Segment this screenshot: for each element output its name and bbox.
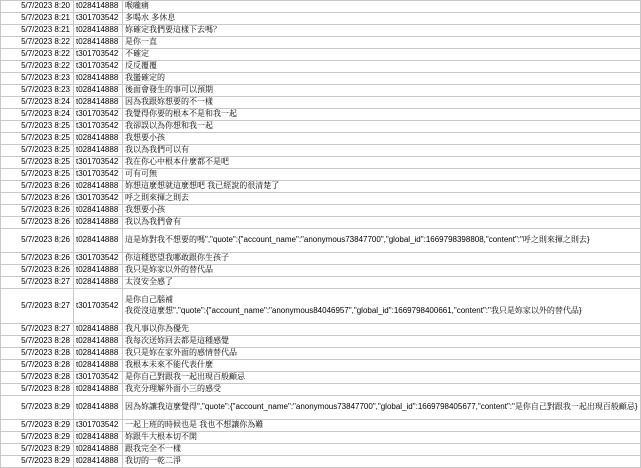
table-row: [1, 205, 641, 217]
table-row: [1, 420, 641, 432]
message-cell[interactable]: 一起上班的時候也是 我也不想讓你為難: [123, 420, 641, 432]
message-cell[interactable]: 我凡事以你為優先: [123, 324, 641, 336]
user-id-cell[interactable]: t028414888: [74, 336, 123, 348]
table-row: [1, 277, 641, 289]
user-id-cell[interactable]: t301703542: [74, 253, 123, 265]
message-cell[interactable]: 後面會發生的事可以預期: [123, 85, 641, 97]
timestamp-cell[interactable]: 5/7/2023 8:29: [1, 432, 74, 444]
timestamp-cell[interactable]: 5/7/2023 8:20: [1, 1, 74, 13]
user-id-cell[interactable]: t301703542: [74, 289, 123, 324]
table-row: [1, 1, 641, 13]
table-row: [1, 444, 641, 456]
table-row: [1, 109, 641, 121]
timestamp-cell[interactable]: 5/7/2023 8:27: [1, 324, 74, 336]
table-row: [1, 289, 641, 324]
timestamp-cell[interactable]: 5/7/2023 8:28: [1, 348, 74, 360]
message-cell[interactable]: 我想要小孩: [123, 205, 641, 217]
timestamp-cell[interactable]: 5/7/2023 8:22: [1, 37, 74, 49]
user-id-cell[interactable]: t028414888: [74, 348, 123, 360]
timestamp-cell[interactable]: 5/7/2023 8:29: [1, 456, 74, 468]
user-id-cell[interactable]: t028414888: [74, 133, 123, 145]
user-id-cell[interactable]: t301703542: [74, 193, 123, 205]
user-id-cell[interactable]: t028414888: [74, 97, 123, 109]
message-cell[interactable]: 呼之則來揮之則去: [123, 193, 641, 205]
timestamp-cell[interactable]: 5/7/2023 8:26: [1, 193, 74, 205]
table-row: [1, 396, 641, 420]
timestamp-cell[interactable]: 5/7/2023 8:29: [1, 444, 74, 456]
user-id-cell[interactable]: t028414888: [74, 456, 123, 468]
message-cell[interactable]: 我切的一乾二淨: [123, 456, 641, 468]
message-cell[interactable]: 我只是妳家以外的替代品: [123, 265, 641, 277]
timestamp-cell[interactable]: 5/7/2023 8:25: [1, 145, 74, 157]
user-id-cell[interactable]: t028414888: [74, 25, 123, 37]
timestamp-cell[interactable]: 5/7/2023 8:25: [1, 157, 74, 169]
message-cell[interactable]: 跟我完全不一樣: [123, 444, 641, 456]
user-id-cell[interactable]: t301703542: [74, 49, 123, 61]
timestamp-cell[interactable]: 5/7/2023 8:26: [1, 229, 74, 253]
message-cell[interactable]: 反反覆覆: [123, 61, 641, 73]
timestamp-cell[interactable]: 5/7/2023 8:26: [1, 181, 74, 193]
timestamp-cell[interactable]: 5/7/2023 8:22: [1, 61, 74, 73]
message-cell[interactable]: 因為我跟妳想要的不一樣: [123, 97, 641, 109]
table-row: [1, 181, 641, 193]
user-id-cell[interactable]: t028414888: [74, 277, 123, 289]
user-id-cell[interactable]: t028414888: [74, 181, 123, 193]
message-cell[interactable]: 可有可無: [123, 169, 641, 181]
message-cell[interactable]: 太沒安全感了: [123, 277, 641, 289]
user-id-cell[interactable]: t028414888: [74, 396, 123, 420]
user-id-cell[interactable]: t028414888: [74, 37, 123, 49]
table-row: [1, 265, 641, 277]
user-id-cell[interactable]: t301703542: [74, 372, 123, 384]
table-row: [1, 49, 641, 61]
timestamp-cell[interactable]: 5/7/2023 8:27: [1, 289, 74, 324]
message-cell[interactable]: 這是妳對我不想要的嗎","quote":{"account_name":"anonymous73847700","global_id":1669798398808,"content":"呼之則來揮之則去}: [123, 229, 641, 253]
user-id-cell[interactable]: t028414888: [74, 444, 123, 456]
timestamp-cell[interactable]: 5/7/2023 8:26: [1, 265, 74, 277]
table-row: [1, 229, 641, 253]
timestamp-cell[interactable]: 5/7/2023 8:25: [1, 121, 74, 133]
table-row: [1, 324, 641, 336]
timestamp-cell[interactable]: 5/7/2023 8:22: [1, 49, 74, 61]
message-cell[interactable]: 我每次送妳回去都是這種感覺: [123, 336, 641, 348]
user-id-cell[interactable]: t028414888: [74, 432, 123, 444]
message-cell[interactable]: 我蠻確定的: [123, 73, 641, 85]
timestamp-cell[interactable]: 5/7/2023 8:23: [1, 73, 74, 85]
message-cell[interactable]: 妳跟牛大根本切不開: [123, 432, 641, 444]
message-cell[interactable]: 是你自己對跟我一起出現百般顧忌: [123, 372, 641, 384]
table-row: [1, 157, 641, 169]
table-row: [1, 121, 641, 133]
user-id-cell[interactable]: t028414888: [74, 324, 123, 336]
table-row: [1, 456, 641, 468]
user-id-cell[interactable]: t028414888: [74, 145, 123, 157]
table-row: [1, 133, 641, 145]
table-row: [1, 348, 641, 360]
timestamp-cell[interactable]: 5/7/2023 8:26: [1, 217, 74, 229]
message-cell[interactable]: 我覺得你要的根本不是和我一起: [123, 109, 641, 121]
table-row: [1, 253, 641, 265]
message-cell[interactable]: 我以為我們可以有: [123, 145, 641, 157]
user-id-cell[interactable]: t301703542: [74, 13, 123, 25]
user-id-cell[interactable]: t301703542: [74, 169, 123, 181]
user-id-cell[interactable]: t028414888: [74, 1, 123, 13]
message-cell[interactable]: 你這種慾望我哪敢跟你生孩子: [123, 253, 641, 265]
timestamp-cell[interactable]: 5/7/2023 8:29: [1, 396, 74, 420]
user-id-cell[interactable]: t301703542: [74, 109, 123, 121]
table-row: [1, 97, 641, 109]
timestamp-cell[interactable]: 5/7/2023 8:25: [1, 133, 74, 145]
table-row: [1, 217, 641, 229]
message-cell[interactable]: 多喝水 多休息: [123, 13, 641, 25]
timestamp-cell[interactable]: 5/7/2023 8:26: [1, 205, 74, 217]
user-id-cell[interactable]: t028414888: [74, 229, 123, 253]
message-cell[interactable]: 因為妳讓我這麼覺得","quote":{"account_name":"anonymous73847700","global_id":1669798405677,"content":"是你自己對跟我一起出現百般顧忌}: [123, 396, 641, 420]
timestamp-cell[interactable]: 5/7/2023 8:27: [1, 277, 74, 289]
message-cell[interactable]: 我充分理解外面小三的感受: [123, 384, 641, 396]
timestamp-cell[interactable]: 5/7/2023 8:23: [1, 85, 74, 97]
message-cell[interactable]: 我卻誤以為你想和我一起: [123, 121, 641, 133]
timestamp-cell[interactable]: 5/7/2023 8:28: [1, 384, 74, 396]
user-id-cell[interactable]: t028414888: [74, 217, 123, 229]
message-cell[interactable]: 妳確定我們要這樣下去嗎？: [123, 25, 641, 37]
user-id-cell[interactable]: t028414888: [74, 360, 123, 372]
user-id-cell[interactable]: t028414888: [74, 73, 123, 85]
message-cell[interactable]: 我根本未來不能代表什麼: [123, 360, 641, 372]
message-cell[interactable]: 我在你心中根本什麼都不是吧: [123, 157, 641, 169]
message-cell[interactable]: 我只是妳在家外面的感情替代品: [123, 348, 641, 360]
table-row: [1, 384, 641, 396]
message-cell[interactable]: 我想要小孩: [123, 133, 641, 145]
table-row: [1, 432, 641, 444]
user-id-cell[interactable]: t028414888: [74, 205, 123, 217]
message-cell[interactable]: 不確定: [123, 49, 641, 61]
table-row: [1, 193, 641, 205]
message-cell[interactable]: 我以為我們會有: [123, 217, 641, 229]
message-cell[interactable]: 妳想這麼想就這麼想吧 我已經說的很清楚了: [123, 181, 641, 193]
timestamp-cell[interactable]: 5/7/2023 8:29: [1, 420, 74, 432]
table-row: [1, 37, 641, 49]
table-row: [1, 73, 641, 85]
table-row: [1, 25, 641, 37]
timestamp-cell[interactable]: 5/7/2023 8:24: [1, 109, 74, 121]
timestamp-cell[interactable]: 5/7/2023 8:26: [1, 253, 74, 265]
table-row: [1, 169, 641, 181]
timestamp-cell[interactable]: 5/7/2023 8:24: [1, 97, 74, 109]
message-cell[interactable]: 喉嚨痛: [123, 1, 641, 13]
user-id-cell[interactable]: t028414888: [74, 384, 123, 396]
table-row: [1, 85, 641, 97]
message-cell[interactable]: 是你一直: [123, 37, 641, 49]
timestamp-cell[interactable]: 5/7/2023 8:28: [1, 372, 74, 384]
message-cell[interactable]: 是你自己腦補 我從沒這麼想","quote":{"account_name":"anonymous84046957","global_id":1669798400661,"content":"我只是妳家以外的替代品}: [123, 289, 641, 324]
user-id-cell[interactable]: t301703542: [74, 157, 123, 169]
timestamp-cell[interactable]: 5/7/2023 8:25: [1, 169, 74, 181]
user-id-cell[interactable]: t028414888: [74, 265, 123, 277]
user-id-cell[interactable]: t301703542: [74, 420, 123, 432]
table-row: [1, 13, 641, 25]
timestamp-cell[interactable]: 5/7/2023 8:21: [1, 25, 74, 37]
table-body: [1, 1, 641, 468]
table-row: [1, 372, 641, 384]
table-row: [1, 360, 641, 372]
user-id-cell[interactable]: t028414888: [74, 85, 123, 97]
user-id-cell[interactable]: t301703542: [74, 121, 123, 133]
timestamp-cell[interactable]: 5/7/2023 8:21: [1, 13, 74, 25]
timestamp-cell[interactable]: 5/7/2023 8:28: [1, 336, 74, 348]
table-row: [1, 61, 641, 73]
timestamp-cell[interactable]: 5/7/2023 8:28: [1, 360, 74, 372]
user-id-cell[interactable]: t301703542: [74, 61, 123, 73]
table-row: [1, 336, 641, 348]
table-row: [1, 145, 641, 157]
